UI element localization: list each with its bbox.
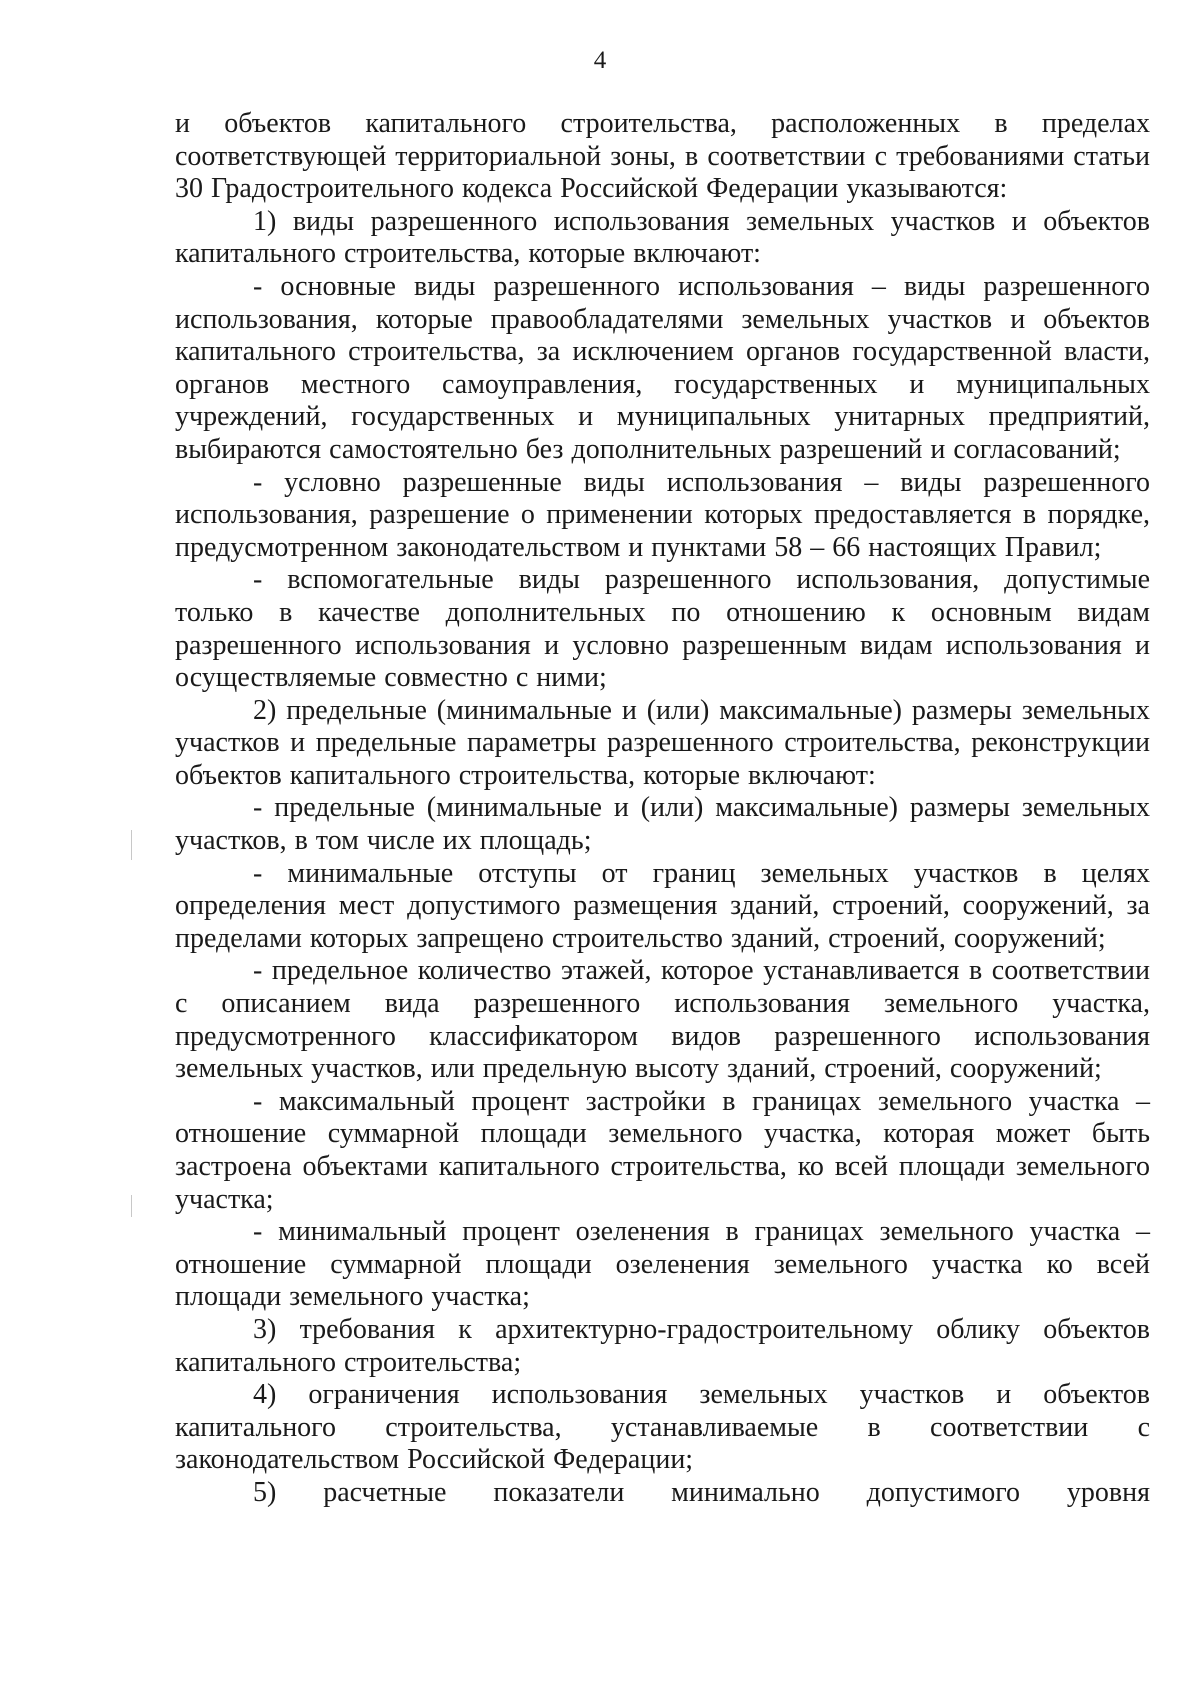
paragraph-min-setbacks: - минимальные отступы от границ земельных участков в целях определения мест допустимого размещения зданий, строений, сооружений, за пределами которых запрещено строительство зданий, строений, сооружений; (175, 857, 1150, 954)
paragraph-item-1: 1) виды разрешенного использования земельных участков и объектов капитального строительства, которые включают: (175, 205, 1150, 270)
paragraph-item-5: 5) расчетные показатели минимально допустимого уровня (253, 1476, 1150, 1508)
paragraph-continuation: и объектов капитального строительства, расположенных в пределах соответствующей территориальной зоны, в соответствии с требованиями статьи 30 Градостроительного кодекса Российской Федерации указываются: (175, 108, 1150, 205)
paragraph-auxiliary-uses: - вспомогательные виды разрешенного использования, допустимые только в качестве дополнительных по отношению к основным видам разрешенного использования и условно разрешенным видам использования и осуществляемые совместно с ними; (175, 564, 1150, 694)
paragraph-item-4: 4) ограничения использования земельных участков и объектов капитального строительства, устанавливаемые в соответствии с законодательством Российской Федерации; (175, 1379, 1150, 1476)
paragraph-conditional-uses: - условно разрешенные виды использования – виды разрешенного использования, разрешение о применении которых предоставляется в порядке, предусмотренном законодательством и пунктами 58 – 66 настоящих Правил; (175, 466, 1150, 563)
scan-artifact-line (131, 1195, 132, 1217)
paragraph-item-2: 2) предельные (минимальные и (или) максимальные) размеры земельных участков и предельные параметры разрешенного строительства, реконструкции объектов капитального строительства, которые включают: (175, 694, 1150, 791)
document-body (175, 108, 1150, 1510)
paragraph-min-greening: - минимальный процент озеленения в границах земельного участка – отношение суммарной площади озеленения земельного участка ко всей площади земельного участка; (175, 1216, 1150, 1313)
paragraph-item-3: 3) требования к архитектурно-градостроительному облику объектов капитального строительства; (175, 1313, 1150, 1378)
paragraph-plot-sizes: - предельные (минимальные и (или) максимальные) размеры земельных участков, в том числе их площадь; (175, 792, 1150, 857)
paragraph-main-uses: - основные виды разрешенного использования – виды разрешенного использования, которые правообладателями земельных участков и объектов капитального строительства, за исключением органов государственной власти, органов местного самоуправления, государственных и муниципальных учреждений, государственных и муниципальных унитарных предприятий, выбираются самостоятельно без дополнительных разрешений и согласований; (175, 270, 1150, 465)
paragraph-max-coverage: - максимальный процент застройки в границах земельного участка – отношение суммарной площади земельного участка, которая может быть застроена объектами капитального строительства, ко всей площади земельного участка; (175, 1085, 1150, 1215)
page-number: 4 (593, 47, 607, 74)
scan-artifact-line (131, 830, 132, 860)
paragraph-floor-count: - предельное количество этажей, которое устанавливается в соответствии с описанием вида разрешенного использования земельного участка, предусмотренного классификатором видов разрешенного использования земельных участков, или предельную высоту зданий, строений, сооружений; (175, 955, 1150, 1085)
